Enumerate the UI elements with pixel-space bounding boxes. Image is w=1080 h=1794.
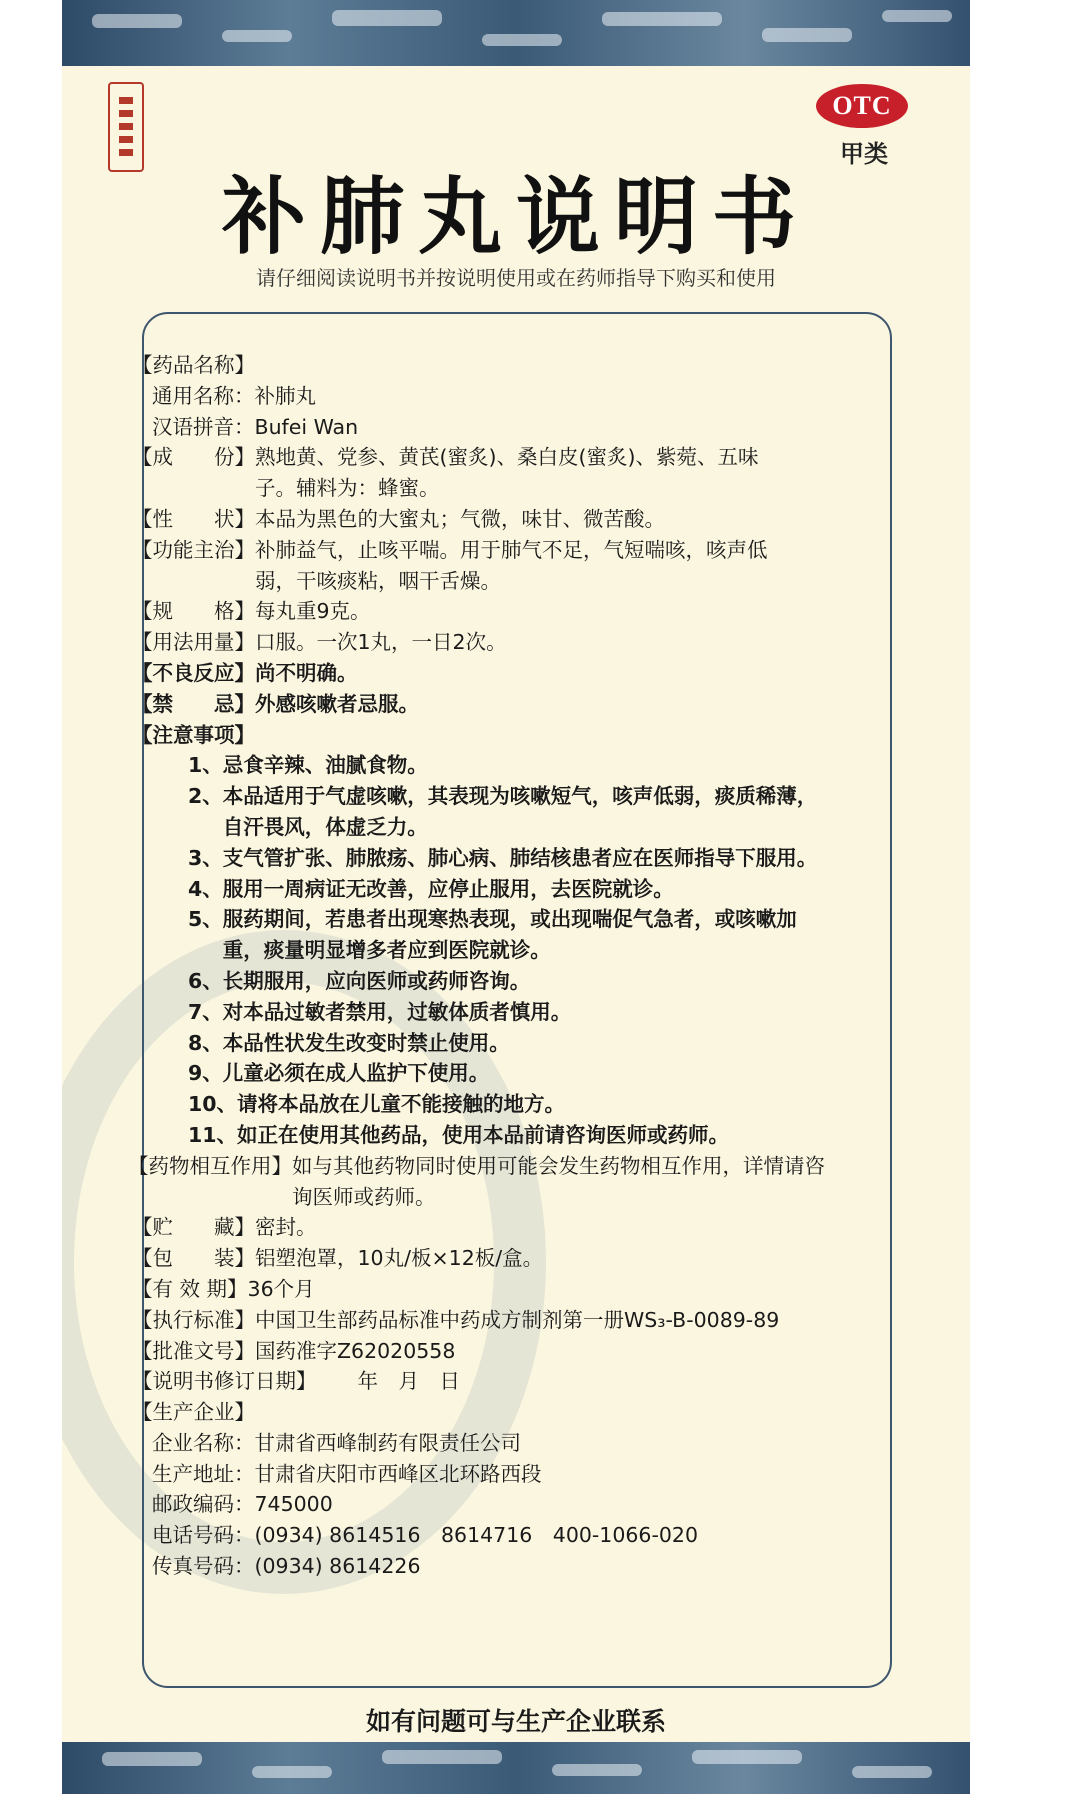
contraindications-row: 【禁 忌】 外感咳嗽者忌服。 [132,689,892,720]
contraindications-value: 外感咳嗽者忌服。 [255,691,419,716]
phone-value: (0934) 8614516 8614716 400-1066-020 [254,1523,699,1548]
company-name-row: 企业名称： 甘肃省西峰制药有限责任公司 [132,1428,892,1459]
appearance-row: 【性 状】 本品为黑色的大蜜丸；气微，味甘、微苦酸。 [132,504,892,535]
indications-value: 补肺益气，止咳平喘。用于肺气不足，气短喘咳，咳声低弱，干咳痰粘，咽干舌燥。 [255,537,768,593]
appearance-value: 本品为黑色的大蜜丸；气微，味甘、微苦酸。 [255,506,665,531]
drug-interaction-value: 如与其他药物同时使用可能会发生药物相互作用，详情请咨询医师或药师。 [292,1153,825,1209]
specification-row: 【规 格】 每丸重9克。 [132,596,892,627]
validity-value: 36个月 [247,1276,315,1301]
fax-row: 传真号码： (0934) 8614226 [132,1551,892,1582]
precaution-item: 10、 请将本品放在儿童不能接触的地方。 [188,1092,566,1117]
generic-name-row: 通用名称： 补肺丸 [132,381,892,412]
precaution-item: 4、 服用一周病证无改善，应停止服用，去医院就诊。 [188,876,674,901]
approval-row: 【批准文号】 国药准字Z62020558 [132,1336,892,1367]
storage-row: 【贮 藏】 密封。 [132,1212,892,1243]
drug-interaction-row: 【药物相互作用】 如与其他药物同时使用可能会发生药物相互作用，详情请咨询医师或药师。 [128,1151,892,1213]
storage-value: 密封。 [255,1215,317,1240]
precaution-item: 9、 儿童必须在成人监护下使用。 [188,1061,490,1086]
package-value: 铝塑泡罩，10丸/板×12板/盒。 [255,1246,544,1271]
adverse-reactions-row: 【不良反应】 尚不明确。 [132,658,892,689]
adverse-reactions-value: 尚不明确。 [255,660,358,685]
generic-name-value: 补肺丸 [254,383,316,408]
precautions-heading: 【注意事项】 [132,722,255,747]
precaution-item: 7、 对本品过敏者禁用，过敏体质者慎用。 [188,999,572,1024]
pinyin-row: 汉语拼音： Bufei Wan [132,412,892,443]
manufacturer-heading: 【生产企业】 [132,1400,255,1425]
dosage-row: 【用法用量】 口服。一次1丸，一日2次。 [132,627,892,658]
dosage-value: 口服。一次1丸，一日2次。 [255,630,507,655]
contact-note: 如有问题可与生产企业联系 [365,1707,666,1736]
bottom-calligraphy-band [62,1742,970,1794]
address-value: 甘肃省庆阳市西峰区北环路西段 [254,1461,542,1486]
top-calligraphy-band [62,0,970,66]
drug-name-heading: 【药品名称】 [132,353,255,377]
postcode-row: 邮政编码： 745000 [132,1489,892,1520]
leaflet-content [128,350,892,1582]
precaution-item: 8、 本品性状发生改变时禁止使用。 [188,1030,510,1055]
precaution-item: 5、 服药期间，若患者出现寒热表现，或出现喘促气急者，或咳嗽加重，痰量明显增多者应到医院就诊。 [188,907,797,963]
revision-date-value: 年 月 日 [316,1369,460,1394]
revision-date-row: 【说明书修订日期】 年 月 日 [132,1366,892,1397]
fax-value: (0934) 8614226 [254,1554,421,1579]
precaution-item: 2、 本品适用于气虚咳嗽，其表现为咳嗽短气，咳声低弱，痰质稀薄，自汗畏风，体虚乏力。 [188,784,818,839]
phone-row: 电话号码： (0934) 8614516 8614716 400-1066-020 [132,1520,892,1551]
ingredients-row: 【成 份】 熟地黄、党参、黄芪(蜜炙)、桑白皮(蜜炙)、紫菀、五味子。辅料为：蜂蜜。 [132,442,892,504]
postcode-value: 745000 [254,1492,333,1517]
validity-row: 【有 效 期】 36个月 [132,1274,892,1305]
standard-value: 中国卫生部药品标准中药成方制剂第一册WS₃-B-0089-89 [255,1307,780,1332]
package-row: 【包 装】 铝塑泡罩，10丸/板×12板/盒。 [132,1243,892,1274]
ingredients-value: 熟地黄、党参、黄芪(蜜炙)、桑白皮(蜜炙)、紫菀、五味子。辅料为：蜂蜜。 [255,445,759,501]
reading-notice: 请仔细阅读说明书并按说明使用或在药师指导下购买和使用 [256,266,776,290]
pinyin-value: Bufei Wan [254,414,359,439]
otc-badge: OTC [816,84,908,128]
indications-row: 【功能主治】 补肺益气，止咳平喘。用于肺气不足，气短喘咳，咳声低弱，干咳痰粘，咽干舌燥。 [132,535,892,597]
document-title: 补肺丸说明书 [221,167,810,266]
otc-class-label: 甲类 [840,140,888,168]
precaution-item: 3、 支气管扩张、肺脓疡、肺心病、肺结核患者应在医师指导下服用。 [188,845,818,870]
address-row: 生产地址： 甘肃省庆阳市西峰区北环路西段 [132,1459,892,1490]
precaution-item: 1、 忌食辛辣、油腻食物。 [188,753,428,778]
company-name-value: 甘肃省西峰制药有限责任公司 [254,1430,521,1455]
precaution-item: 11、 如正在使用其他药品，使用本品前请咨询医师或药师。 [188,1122,730,1147]
approval-value: 国药准字Z62020558 [255,1338,456,1363]
specification-value: 每丸重9克。 [255,599,371,624]
standard-row: 【执行标准】 中国卫生部药品标准中药成方制剂第一册WS₃-B-0089-89 [132,1305,892,1336]
precaution-item: 6、 长期服用，应向医师或药师咨询。 [188,968,531,993]
